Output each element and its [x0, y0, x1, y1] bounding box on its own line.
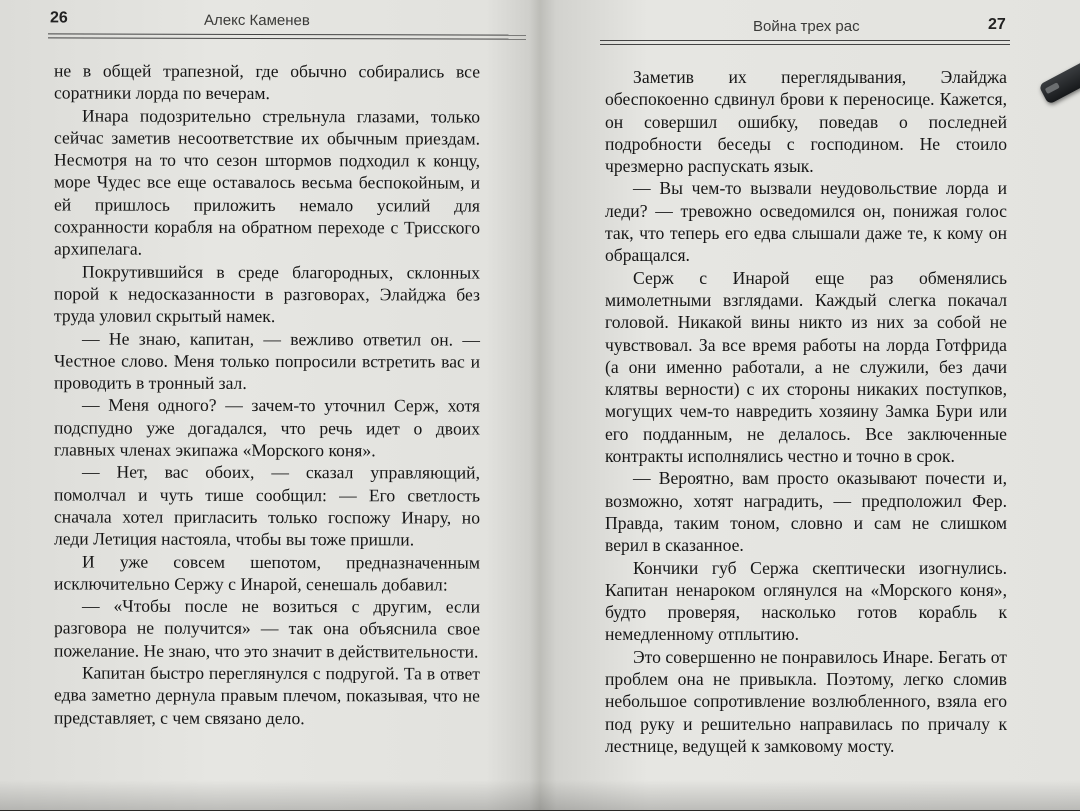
paragraph: Это совершенно не понравилось Инаре. Бегать от проблем она не привыкла. Поэтому, легко сломив небольшое сопротивление возлюбленного, взяла его под руку и решительно направилась по причалу к лестнице, ведущей к замковому мосту.	[605, 646, 1007, 756]
paragraph: И уже совсем шепотом, предназначенным исключительно Сержу с Инарой, сенешаль добавил:	[54, 551, 480, 595]
paragraph: — Вы чем-то вызвали неудовольствие лорда и леди? — тревожно осведомился он, понижая голос так, что теперь его едва слышали даже те, к кому он обращался.	[605, 178, 1007, 266]
right-page-text	[605, 66, 1007, 757]
left-running-head: Алекс Каменев	[204, 11, 310, 30]
paragraph: не в общей трапезной, где обычно собирались все соратники лорда по вечерам.	[54, 60, 480, 104]
bottom-shadow	[0, 780, 1080, 810]
paragraph: Капитан быстро переглянулся с подругой. Та в ответ едва заметно дернула правым плечом, показывая, что не представляет, с чем связано дело.	[54, 662, 480, 728]
pen-object	[1038, 57, 1080, 105]
left-page-text	[54, 59, 480, 729]
paragraph: — «Чтобы после не возиться с другим, если разговора не получится» — так она объяснила свое пожелание. Не знаю, что это значит в действительности.	[54, 595, 480, 662]
paragraph: Кончики губ Сержа скептически изогнулись. Капитан ненароком оглянулся на «Морского коня», будто проверяя, насколько готов корабль к немедленному отплытию.	[605, 557, 1007, 645]
paragraph: — Меня одного? — зачем-то уточнил Серж, хотя подспудно уже догадался, что речь идет о двоих главных членах экипажа «Морского коня».	[54, 394, 480, 461]
paragraph: Заметив их переглядывания, Элайджа обеспокоенно сдвинул брови к переносице. Кажется, он совершил ошибку, поведав о последней подробности беседы с господином. Не стоило чрезмерно распускать язык.	[605, 67, 1007, 177]
paragraph: — Вероятно, вам просто оказывают почести и, возможно, хотят наградить, — предположил Фер. Правда, таким тоном, словно и сам не слишком верил в сказанное.	[605, 468, 1007, 556]
paragraph: — Нет, вас обоих, — сказал управляющий, помолчал и чуть тише сообщил: — Его светлость сначала хотел пригласить только госпожу Инару, но леди Летиция настояла, чтобы вы тоже пришли.	[54, 461, 480, 550]
left-page-number: 26	[50, 9, 68, 27]
right-page-number: 27	[988, 16, 1006, 33]
right-running-head: Война трех рас	[753, 18, 860, 35]
right-page	[560, 0, 1080, 810]
left-header-rule	[48, 33, 526, 39]
paragraph: — Не знаю, капитан, — вежливо ответил он. — Честное слово. Меня только попросили встретить вас и проводить в тронный зал.	[54, 328, 480, 394]
paragraph: Покрутившийся в среде благородных, склонных порой к недосказанности в разговорах, Элайджа без труда уловил скрытый намек.	[54, 261, 480, 327]
left-page	[0, 0, 535, 811]
right-header-rule	[600, 40, 1010, 45]
paragraph: Серж с Инарой еще раз обменялись мимолетными взглядами. Каждый слегка покачал головой. Никакой вины никто из них за собой не чувствовал. За все время работы на лорда Готфрида (а они именно работали, а не служили, без дачи клятвы верности) с их стороны никаких поступков, могущих чем-то навредить хозяину Замка Бури или его подданным, не делалось. Все заключенные контракты исполнялись честно и точно в срок.	[605, 267, 1007, 467]
paragraph: Инара подозрительно стрельнула глазами, только сейчас заметив несоответствие их обычным приездам. Несмотря на то что сезон штормов подходил к концу, море Чудес все еще оставалось весьма беспокойным, и ей пришлось приложить немало усилий для сохранности корабля на обратном переходе с Трисского архипелага.	[54, 105, 480, 260]
